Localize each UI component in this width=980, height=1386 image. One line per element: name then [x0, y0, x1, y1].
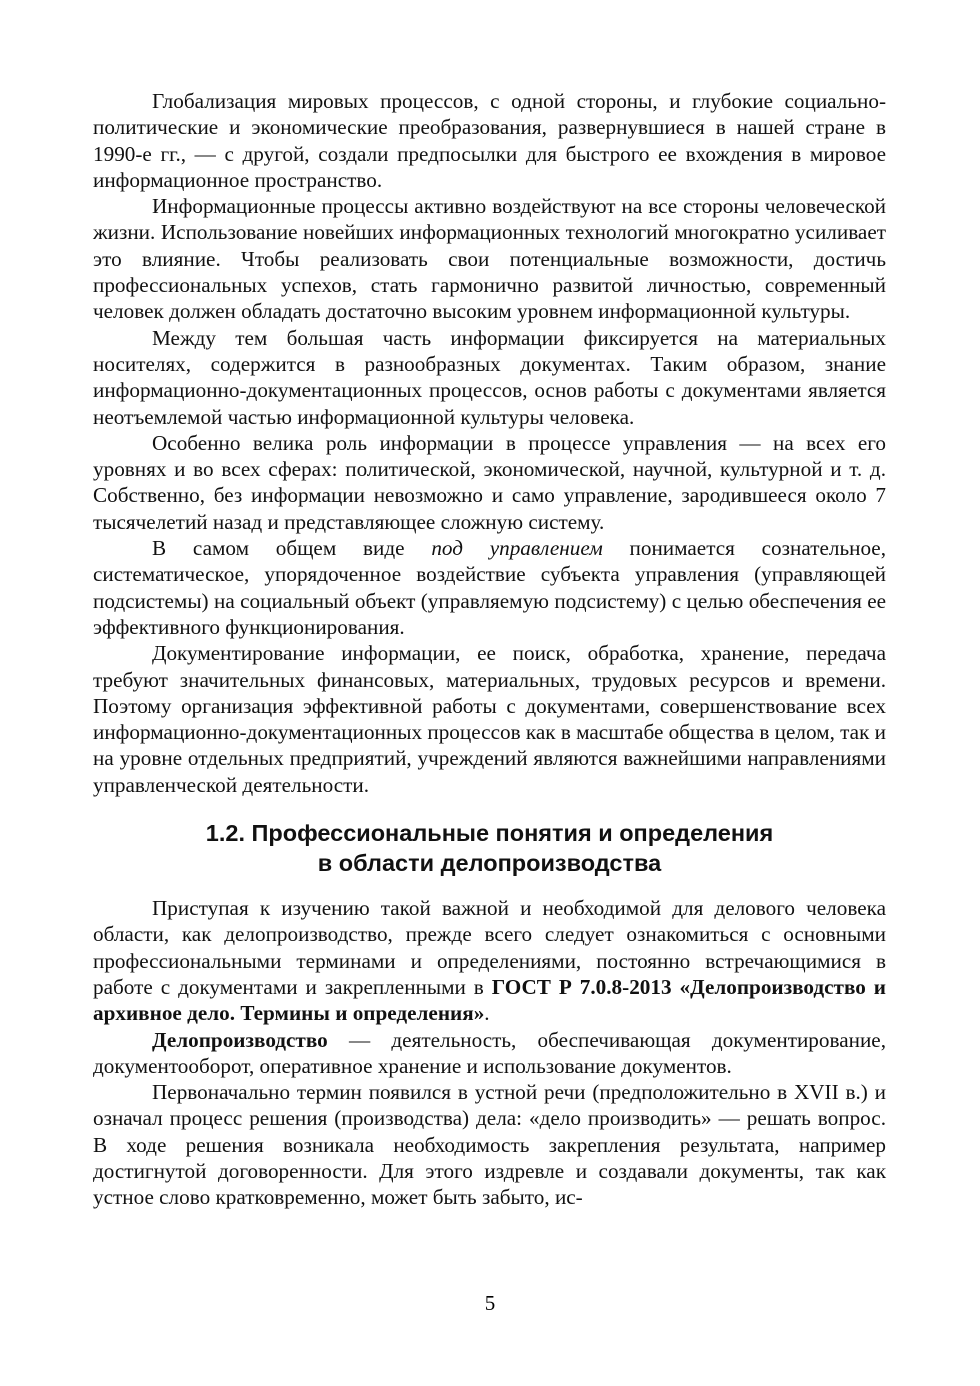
- text-run: понимается сознательное, систематическое, упорядоченное воздействие субъекта управления (управляющей подсистемы) на социальный объект (управляемую подсистему) с целью обеспечения ее эффективного функционирования.: [93, 536, 887, 639]
- paragraph-term-definition: [93, 1027, 886, 1080]
- paragraph-gost-intro: [93, 895, 886, 1026]
- bold-term: Делопроизводство: [152, 1027, 328, 1052]
- section-heading: [93, 818, 886, 878]
- section-heading-line2: в области делопроизводства: [317, 850, 662, 877]
- paragraph-management-role: Особенно велика роль информации в процессе управления — на всех его уровнях и во всех сферах: политической, экономической, научной, культурной и т. д. Собственно, без информации невозможно и само управление, зародившееся около 7 тысячелетий назад и представляющее сложную систему.: [93, 430, 886, 534]
- paragraph-globalization: Глобализация мировых процессов, с одной стороны, и глубокие социально-политические и экономические преобразования, развернувшиеся в нашей стране в 1990-е гг., — с другой, создали предпосылки для быстрого ее вхождения в мировое информационное пространство.: [93, 89, 886, 192]
- text-run: .: [484, 1001, 490, 1026]
- page-number: 5: [484, 1291, 496, 1315]
- gost-reference: ГОСТ Р 7.0.8-2013 «Делопроизводство и архивное дело. Термины и определения»: [93, 974, 887, 1026]
- paragraph-material-carriers: Между тем большая часть информации фиксируется на материальных носителях, содержится в разнообразных документах. Таким образом, знание информационно-документационных процессов, основ работы с документами является неотъемлемой частью информационной культуры человека.: [93, 325, 886, 429]
- paragraph-documentation: Документирование информации, ее поиск, обработка, хранение, передача требуют значительных финансовых, материальных, трудовых ресурсов и времени. Поэтому организация эффективной работы с документами, совершенствование всех информационно-документационных процессов как в масштабе общества в целом, так и на уровне отдельных предприятий, учреждений являются важнейшими направлениями управленческой деятельности.: [93, 641, 887, 797]
- text-run: Приступая к изучению такой важной и необходимой для делового человека области, как делопроизводство, прежде всего следует ознакомиться с основными профессиональными терминами и определениями, постоянно встречающимися в работе с документами и закрепленными в: [93, 896, 886, 999]
- paragraph-term-origin: Первоначально термин появился в устной речи (предположительно в XVII в.) и означал процесс решения (производства) дела: «дело производить» — решать вопрос. В ходе решения возникала необходимость закрепления результата, например достигнутой договоренности. Для этого издревле и создавали документы, так как устное слово кратковременно, может быть забыто, ис-: [93, 1080, 886, 1210]
- text-run: В самом общем виде: [152, 536, 432, 561]
- section-heading-line1: 1.2. Профессиональные понятия и определения: [205, 820, 774, 847]
- paragraph-information-processes: Информационные процессы активно воздействуют на все стороны человеческой жизни. Использование новейших информационных технологий многократно усиливает это влияние. Чтобы реализовать свои потенциальные возможности, достичь профессиональных успехов, стать гармонично развитой личностью, современный человек должен обладать достаточно высоким уровнем информационной культуры.: [93, 194, 886, 324]
- italic-term: под управлением: [431, 536, 603, 561]
- paragraph-management-definition: [93, 535, 886, 640]
- page-content: [93, 88, 886, 1211]
- text-run: — деятельность, обеспечивающая документирование, документооборот, оперативное хранение и использование документов.: [93, 1027, 886, 1078]
